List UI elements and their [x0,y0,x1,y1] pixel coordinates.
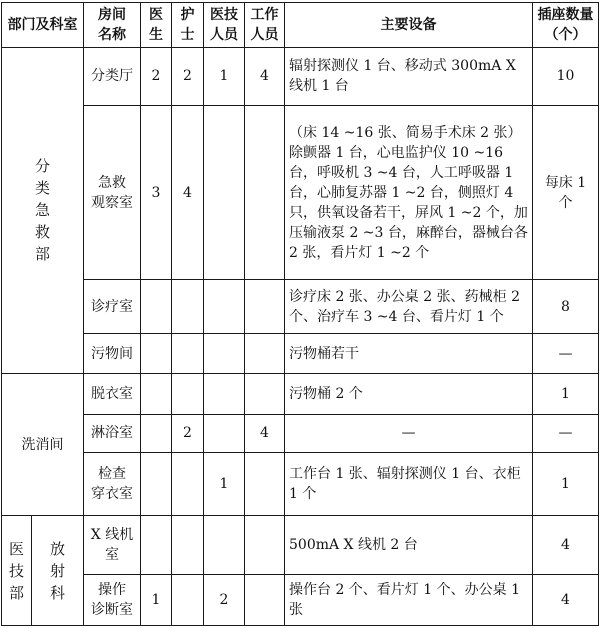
equipment-cell: 诊疗床 2 张、办公桌 2 张、药械柜 2 个、治疗车 3 ~4 台、看片灯 1 个 [285,280,533,334]
tech-cell [204,105,245,280]
equipment-cell: 工作台 1 张、辐射探测仪 1 台、衣柜 1 个 [285,453,533,516]
room-cell: 污物间 [84,334,141,374]
header-dept: 部门及科室 [2,3,84,48]
doctor-cell [141,334,172,374]
equipment-cell: 辐射探测仪 1 台、移动式 300mA X 线机 1 台 [285,47,533,105]
equipment-cell: （床 14 ~16 张、简易手术床 2 张）除颤器 1 台，心电监护仪 10 ~16 台，呼吸机 3 ~4 台，人工呼吸器 1 台，心肺复苏器 1 ~2 台，侧照灯 4 只，供氧设备若干，屏风 1 ~2 个，加压输液泵 2 ~3 台，麻醉台，器械台各 2 张，看片灯 1 ~2 个 [285,105,533,280]
doctor-cell [141,414,172,453]
group-radiology: 放射科 [32,516,84,626]
header-row [2,3,599,48]
equipment-cell: 操作台 2 个、看片灯 1 个、办公桌 1 张 [285,575,533,626]
group-wash: 洗消间 [2,373,84,515]
equipment-cell: 污物桶若干 [285,334,533,374]
table-row [2,575,599,626]
tech-cell [204,280,245,334]
header-equipment: 主要设备 [285,3,533,48]
header-outlets: 插座数量 （个） [533,3,599,48]
room-cell: 急救 观察室 [84,105,141,280]
group-triage: 分类急救部 [2,47,84,373]
outlets-cell: 4 [533,575,599,626]
worker-cell: 4 [245,414,285,453]
nurse-cell [172,373,204,414]
worker-cell [245,280,285,334]
room-cell: 操作 诊断室 [84,575,141,626]
nurse-cell: 2 [172,47,204,105]
header-nurse: 护士 [172,3,204,48]
outlets-cell: 4 [533,516,599,575]
tech-cell [204,334,245,374]
doctor-cell: 1 [141,575,172,626]
tech-cell: 2 [204,575,245,626]
worker-cell: 4 [245,47,285,105]
doctor-cell: 3 [141,105,172,280]
room-cell: X 线机 室 [84,516,141,575]
table-row [2,373,599,414]
tech-cell [204,516,245,575]
table-row [2,280,599,334]
room-cell: 分类厅 [84,47,141,105]
equipment-cell: — [285,414,533,453]
table-row [2,334,599,374]
outlets-cell: 每床 1 个 [533,105,599,280]
header-worker: 工作 人员 [245,3,285,48]
outlets-cell: — [533,334,599,374]
equipment-staffing-table [1,2,599,626]
equipment-cell: 污物桶 2 个 [285,373,533,414]
doctor-cell [141,516,172,575]
tech-cell [204,373,245,414]
header-tech: 医技 人员 [204,3,245,48]
worker-cell [245,453,285,516]
table-row [2,453,599,516]
tech-cell: 1 [204,47,245,105]
tech-cell [204,414,245,453]
equipment-cell: 500mA X 线机 2 台 [285,516,533,575]
room-cell: 淋浴室 [84,414,141,453]
nurse-cell: 4 [172,105,204,280]
doctor-cell: 2 [141,47,172,105]
worker-cell [245,373,285,414]
worker-cell [245,575,285,626]
nurse-cell [172,280,204,334]
worker-cell [245,334,285,374]
nurse-cell [172,334,204,374]
table-row [2,414,599,453]
table-row [2,105,599,280]
header-doctor: 医生 [141,3,172,48]
room-cell: 检查 穿衣室 [84,453,141,516]
nurse-cell [172,453,204,516]
group-medtech: 医技部 [2,516,32,626]
worker-cell [245,105,285,280]
room-cell: 脱衣室 [84,373,141,414]
outlets-cell: 1 [533,453,599,516]
table-row [2,47,599,105]
outlets-cell: — [533,414,599,453]
header-room: 房间 名称 [84,3,141,48]
outlets-cell: 1 [533,373,599,414]
outlets-cell: 8 [533,280,599,334]
doctor-cell [141,280,172,334]
doctor-cell [141,453,172,516]
worker-cell [245,516,285,575]
outlets-cell: 10 [533,47,599,105]
table-row [2,516,599,575]
nurse-cell [172,516,204,575]
nurse-cell: 2 [172,414,204,453]
room-cell: 诊疗室 [84,280,141,334]
tech-cell: 1 [204,453,245,516]
nurse-cell [172,575,204,626]
doctor-cell [141,373,172,414]
